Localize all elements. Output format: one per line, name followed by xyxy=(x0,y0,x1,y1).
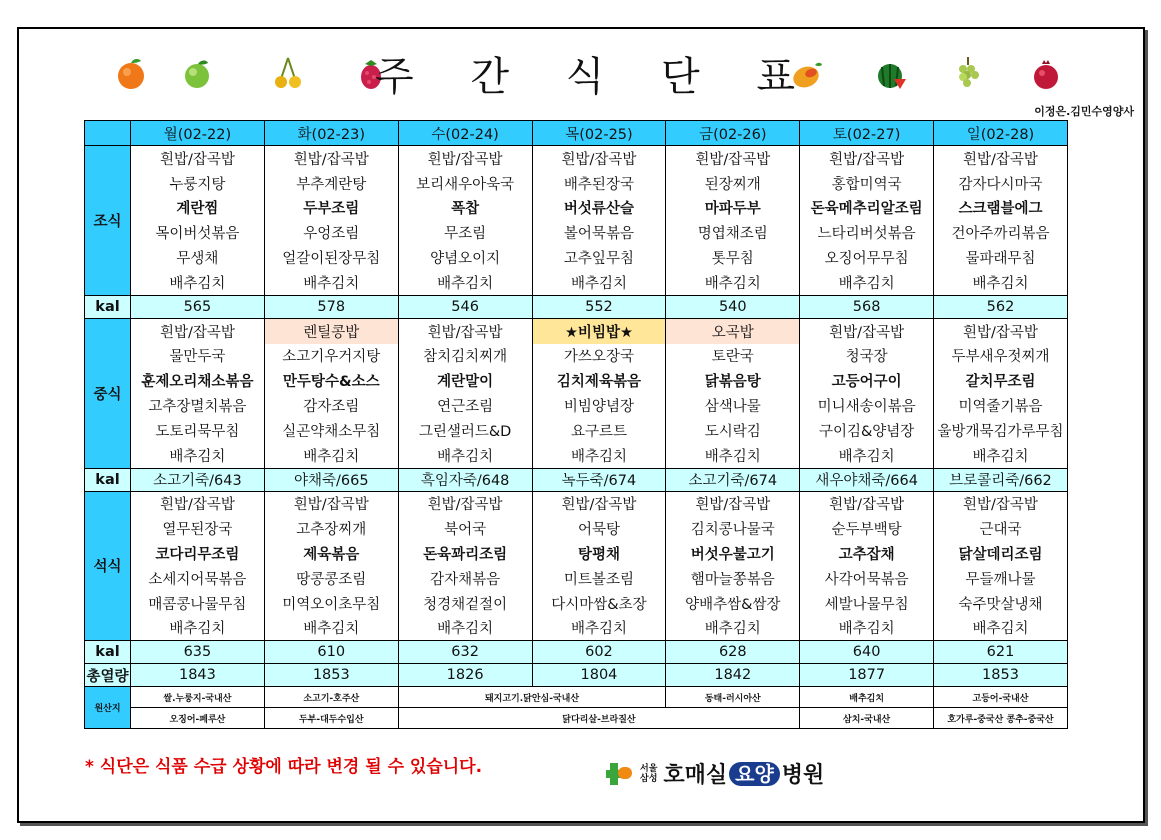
menu-cell: 닭살데리조림 xyxy=(934,541,1068,566)
menu-cell: 미역줄기볶음 xyxy=(934,393,1068,418)
menu-cell: 흰밥/잡곡밥 xyxy=(532,491,666,516)
menu-cell: 땅콩콩조림 xyxy=(264,566,398,591)
menu-cell: 느타리버섯볶음 xyxy=(800,220,934,245)
origin-cell: 쌀.누룽지-국내산 xyxy=(131,687,265,708)
menu-cell: 연근조림 xyxy=(398,393,532,418)
menu-cell: 버섯우불고기 xyxy=(666,541,800,566)
pomegranate-icon xyxy=(1030,55,1062,91)
kal-cell: 635 xyxy=(131,641,265,664)
total-cell: 1877 xyxy=(800,664,934,687)
menu-cell: 사각어묵볶음 xyxy=(800,566,934,591)
menu-cell: 배추김치 xyxy=(264,616,398,641)
logo-name xyxy=(663,758,824,789)
kal-cell: 610 xyxy=(264,641,398,664)
menu-row xyxy=(85,245,1068,270)
logo-name-b: 병원 xyxy=(781,763,825,788)
menu-cell: 배추김치 xyxy=(934,443,1068,468)
kal-cell: 578 xyxy=(264,295,398,318)
menu-cell: 명엽채조림 xyxy=(666,220,800,245)
menu-row xyxy=(85,220,1068,245)
total-cell: 1853 xyxy=(934,664,1068,687)
menu-cell: 물만두국 xyxy=(131,344,265,369)
menu-cell: 배추김치 xyxy=(131,443,265,468)
menu-row xyxy=(85,443,1068,468)
menu-cell: 양배추쌈&쌈장 xyxy=(666,591,800,616)
menu-cell: 요구르트 xyxy=(532,418,666,443)
menu-cell: 흰밥/잡곡밥 xyxy=(934,491,1068,516)
menu-row xyxy=(85,171,1068,196)
menu-cell: 버섯류산슬 xyxy=(532,196,666,221)
menu-cell: 흰밥/잡곡밥 xyxy=(131,146,265,171)
kal-cell: 546 xyxy=(398,295,532,318)
menu-cell: 다시마쌈&초장 xyxy=(532,591,666,616)
menu-cell: 흰밥/잡곡밥 xyxy=(800,146,934,171)
menu-cell: 소세지어묵볶음 xyxy=(131,566,265,591)
meal-label-breakfast: 조식 xyxy=(85,146,131,296)
origin-row xyxy=(85,708,1068,729)
total-row xyxy=(85,664,1068,687)
menu-cell: 무생채 xyxy=(131,245,265,270)
origin-cell: 두부-대두수입산 xyxy=(264,708,398,729)
logo-name-a: 호매실 xyxy=(663,763,728,788)
menu-row xyxy=(85,368,1068,393)
day-header: 토(02-27) xyxy=(800,121,934,146)
kal-cell: 632 xyxy=(398,641,532,664)
kal-row xyxy=(85,641,1068,664)
kal-cell: 565 xyxy=(131,295,265,318)
day-header: 월(02-22) xyxy=(131,121,265,146)
menu-cell: 계란말이 xyxy=(398,368,532,393)
menu-cell: 제육볶음 xyxy=(264,541,398,566)
menu-cell: 배추김치 xyxy=(800,443,934,468)
menu-cell: 배추김치 xyxy=(532,443,666,468)
menu-cell: 목이버섯볶음 xyxy=(131,220,265,245)
kal-cell: 흑임자죽/648 xyxy=(398,468,532,491)
menu-cell: 토란국 xyxy=(666,344,800,369)
menu-cell: 코다리무조림 xyxy=(131,541,265,566)
kal-cell: 브로콜리죽/662 xyxy=(934,468,1068,491)
kal-cell: 568 xyxy=(800,295,934,318)
menu-cell: 배추김치 xyxy=(398,443,532,468)
cherry-icon xyxy=(272,55,304,91)
day-header: 일(02-28) xyxy=(934,121,1068,146)
menu-cell: 볼어묵볶음 xyxy=(532,220,666,245)
menu-cell: 매콤콩나물무침 xyxy=(131,591,265,616)
menu-cell: 흰밥/잡곡밥 xyxy=(264,146,398,171)
menu-cell: 미트볼조림 xyxy=(532,566,666,591)
menu-cell: 배추김치 xyxy=(934,270,1068,295)
menu-cell: 흰밥/잡곡밥 xyxy=(800,318,934,343)
kal-cell: 628 xyxy=(666,641,800,664)
menu-cell: ★비빔밥★ xyxy=(532,318,666,343)
title-char: 표 xyxy=(756,53,795,100)
origin-row xyxy=(85,687,1068,708)
menu-cell: 오곡밥 xyxy=(666,318,800,343)
kal-label: kal xyxy=(85,641,131,664)
menu-cell: 감자다시마국 xyxy=(934,171,1068,196)
mango-icon xyxy=(791,55,823,91)
menu-cell: 도토리묵무침 xyxy=(131,418,265,443)
menu-cell: 김치콩나물국 xyxy=(666,516,800,541)
origin-cell: 돼지고기.닭안심-국내산 xyxy=(398,687,666,708)
menu-cell: 흰밥/잡곡밥 xyxy=(934,146,1068,171)
menu-cell: 실곤약채소무침 xyxy=(264,418,398,443)
origin-label: 원산지 xyxy=(85,687,131,729)
menu-row xyxy=(85,196,1068,221)
menu-cell: 배추김치 xyxy=(398,270,532,295)
kal-row xyxy=(85,468,1068,491)
menu-cell: 고추장멸치볶음 xyxy=(131,393,265,418)
total-cell: 1843 xyxy=(131,664,265,687)
menu-cell: 구이김&양념장 xyxy=(800,418,934,443)
kal-cell: 새우야채죽/664 xyxy=(800,468,934,491)
menu-cell: 두부조림 xyxy=(264,196,398,221)
menu-row xyxy=(85,566,1068,591)
menu-cell: 건아주까리볶음 xyxy=(934,220,1068,245)
green-apple-icon xyxy=(181,55,213,91)
menu-row xyxy=(85,318,1068,343)
title-char: 식 xyxy=(565,53,605,100)
title-char: 간 xyxy=(470,53,509,100)
kal-cell: 602 xyxy=(532,641,666,664)
menu-cell: 미니새송이볶음 xyxy=(800,393,934,418)
menu-cell: 근대국 xyxy=(934,516,1068,541)
day-header: 금(02-26) xyxy=(666,121,800,146)
menu-cell: 감자조림 xyxy=(264,393,398,418)
menu-cell: 흰밥/잡곡밥 xyxy=(131,491,265,516)
menu-cell: 김치제육볶음 xyxy=(532,368,666,393)
menu-cell: 폭찹 xyxy=(398,196,532,221)
kal-label: kal xyxy=(85,295,131,318)
menu-row xyxy=(85,541,1068,566)
menu-cell: 누룽지탕 xyxy=(131,171,265,196)
menu-cell: 만두탕수&소스 xyxy=(264,368,398,393)
menu-cell: 배추김치 xyxy=(666,270,800,295)
menu-row xyxy=(85,146,1068,171)
hospital-logo xyxy=(604,758,824,789)
total-cell: 1842 xyxy=(666,664,800,687)
menu-cell: 마파두부 xyxy=(666,196,800,221)
menu-row xyxy=(85,270,1068,295)
menu-cell: 숙주맛살냉채 xyxy=(934,591,1068,616)
menu-cell: 돈육메추리알조림 xyxy=(800,196,934,221)
menu-cell: 배추김치 xyxy=(264,443,398,468)
kal-cell: 소고기죽/674 xyxy=(666,468,800,491)
weekly-menu-table xyxy=(84,120,1068,729)
menu-cell: 울방개묵김가루무침 xyxy=(934,418,1068,443)
menu-cell: 가쓰오장국 xyxy=(532,344,666,369)
menu-cell: 흰밥/잡곡밥 xyxy=(532,146,666,171)
menu-cell: 얼갈이된장무침 xyxy=(264,245,398,270)
title-char: 주 xyxy=(375,53,414,100)
menu-cell: 훈제오리채소볶음 xyxy=(131,368,265,393)
menu-cell: 스크램블에그 xyxy=(934,196,1068,221)
kal-cell: 녹두죽/674 xyxy=(532,468,666,491)
menu-cell: 닭볶음탕 xyxy=(666,368,800,393)
day-header: 목(02-25) xyxy=(532,121,666,146)
menu-cell: 흰밥/잡곡밥 xyxy=(398,146,532,171)
menu-cell: 배추김치 xyxy=(666,616,800,641)
menu-cell: 탕평채 xyxy=(532,541,666,566)
menu-cell: 오징어무무침 xyxy=(800,245,934,270)
origin-cell: 배추김치 xyxy=(800,687,934,708)
origin-cell: 동태-러시아산 xyxy=(666,687,800,708)
menu-cell: 무조림 xyxy=(398,220,532,245)
origin-cell: 오징어-페루산 xyxy=(131,708,265,729)
total-label: 총열량 xyxy=(85,664,131,687)
menu-cell: 고등어구이 xyxy=(800,368,934,393)
menu-cell: 배추김치 xyxy=(800,270,934,295)
menu-cell: 톳무침 xyxy=(666,245,800,270)
day-header: 수(02-24) xyxy=(398,121,532,146)
menu-cell: 돈육꽈리조림 xyxy=(398,541,532,566)
menu-cell: 소고기우거지탕 xyxy=(264,344,398,369)
menu-cell: 배추김치 xyxy=(264,270,398,295)
menu-cell: 배추김치 xyxy=(666,443,800,468)
menu-cell: 미역오이초무침 xyxy=(264,591,398,616)
menu-row xyxy=(85,418,1068,443)
menu-cell: 계란찜 xyxy=(131,196,265,221)
kal-cell: 540 xyxy=(666,295,800,318)
menu-cell: 된장찌개 xyxy=(666,171,800,196)
page-title xyxy=(375,48,795,98)
menu-cell: 배추김치 xyxy=(532,616,666,641)
menu-cell: 흰밥/잡곡밥 xyxy=(398,491,532,516)
menu-row xyxy=(85,516,1068,541)
menu-row xyxy=(85,344,1068,369)
menu-cell: 흰밥/잡곡밥 xyxy=(800,491,934,516)
menu-cell: 도시락김 xyxy=(666,418,800,443)
logo-city xyxy=(640,764,657,784)
menu-cell: 배추김치 xyxy=(532,270,666,295)
watermelon-icon xyxy=(874,55,906,91)
menu-cell: 고추잡채 xyxy=(800,541,934,566)
kal-cell: 소고기죽/643 xyxy=(131,468,265,491)
title-char: 단 xyxy=(660,53,700,100)
menu-cell: 세발나물무침 xyxy=(800,591,934,616)
menu-cell: 우엉조림 xyxy=(264,220,398,245)
hospital-logo-icon xyxy=(604,761,634,787)
total-cell: 1804 xyxy=(532,664,666,687)
menu-cell: 그린샐러드&D xyxy=(398,418,532,443)
menu-cell: 렌틸콩밥 xyxy=(264,318,398,343)
origin-cell: 닭다리살-브라질산 xyxy=(398,708,800,729)
meal-label-dinner: 석식 xyxy=(85,491,131,641)
menu-cell: 보리새우아욱국 xyxy=(398,171,532,196)
menu-cell: 물파래무침 xyxy=(934,245,1068,270)
menu-cell: 홍합미역국 xyxy=(800,171,934,196)
menu-cell: 흰밥/잡곡밥 xyxy=(666,146,800,171)
menu-cell: 두부새우젓찌개 xyxy=(934,344,1068,369)
menu-cell: 배추김치 xyxy=(800,616,934,641)
orange-icon xyxy=(115,55,147,91)
menu-cell: 햄마늘쫑볶음 xyxy=(666,566,800,591)
menu-cell: 흰밥/잡곡밥 xyxy=(934,318,1068,343)
logo-city-top: 서울 xyxy=(640,763,658,774)
kal-cell: 640 xyxy=(800,641,934,664)
origin-cell: 삼치-국내산 xyxy=(800,708,934,729)
menu-cell: 부추계란탕 xyxy=(264,171,398,196)
kal-label: kal xyxy=(85,468,131,491)
origin-cell: 호가루-중국산 콩추-중국산 xyxy=(934,708,1068,729)
menu-cell: 어묵탕 xyxy=(532,516,666,541)
menu-cell: 삼색나물 xyxy=(666,393,800,418)
menu-cell: 순두부백탕 xyxy=(800,516,934,541)
menu-cell: 배추김치 xyxy=(398,616,532,641)
author-label: 이정은.김민수영양사 xyxy=(1034,105,1134,118)
kal-cell: 552 xyxy=(532,295,666,318)
corner-cell xyxy=(85,121,131,146)
menu-cell: 흰밥/잡곡밥 xyxy=(398,318,532,343)
menu-cell: 북어국 xyxy=(398,516,532,541)
menu-cell: 비빔양념장 xyxy=(532,393,666,418)
menu-cell: 배추김치 xyxy=(131,270,265,295)
kal-cell: 562 xyxy=(934,295,1068,318)
menu-row xyxy=(85,491,1068,516)
menu-row xyxy=(85,393,1068,418)
menu-cell: 배추김치 xyxy=(934,616,1068,641)
day-header: 화(02-23) xyxy=(264,121,398,146)
menu-cell: 배추김치 xyxy=(131,616,265,641)
menu-cell: 청경채겉절이 xyxy=(398,591,532,616)
menu-cell: 흰밥/잡곡밥 xyxy=(131,318,265,343)
menu-cell: 흰밥/잡곡밥 xyxy=(666,491,800,516)
total-cell: 1826 xyxy=(398,664,532,687)
menu-cell: 갈치무조림 xyxy=(934,368,1068,393)
menu-row xyxy=(85,616,1068,641)
grapes-icon xyxy=(952,55,984,91)
menu-row xyxy=(85,591,1068,616)
menu-cell: 고추잎무침 xyxy=(532,245,666,270)
menu-cell: 참치김치찌개 xyxy=(398,344,532,369)
menu-cell: 열무된장국 xyxy=(131,516,265,541)
meal-label-lunch: 중식 xyxy=(85,318,131,468)
menu-cell: 청국장 xyxy=(800,344,934,369)
menu-cell: 무들깨나물 xyxy=(934,566,1068,591)
menu-cell: 배추된장국 xyxy=(532,171,666,196)
kal-row xyxy=(85,295,1068,318)
logo-badge: 요양 xyxy=(729,762,780,786)
origin-cell: 고등어-국내산 xyxy=(934,687,1068,708)
menu-cell: 흰밥/잡곡밥 xyxy=(264,491,398,516)
menu-cell: 감자채볶음 xyxy=(398,566,532,591)
menu-cell: 양념오이지 xyxy=(398,245,532,270)
logo-city-bottom: 삼성 xyxy=(640,773,658,784)
origin-cell: 소고기-호주산 xyxy=(264,687,398,708)
menu-cell: 고추장찌개 xyxy=(264,516,398,541)
total-cell: 1853 xyxy=(264,664,398,687)
notice-text: * 식단은 식품 수급 상황에 따라 변경 될 수 있습니다. xyxy=(85,757,483,777)
kal-cell: 621 xyxy=(934,641,1068,664)
kal-cell: 야채죽/665 xyxy=(264,468,398,491)
header-row xyxy=(85,121,1068,146)
